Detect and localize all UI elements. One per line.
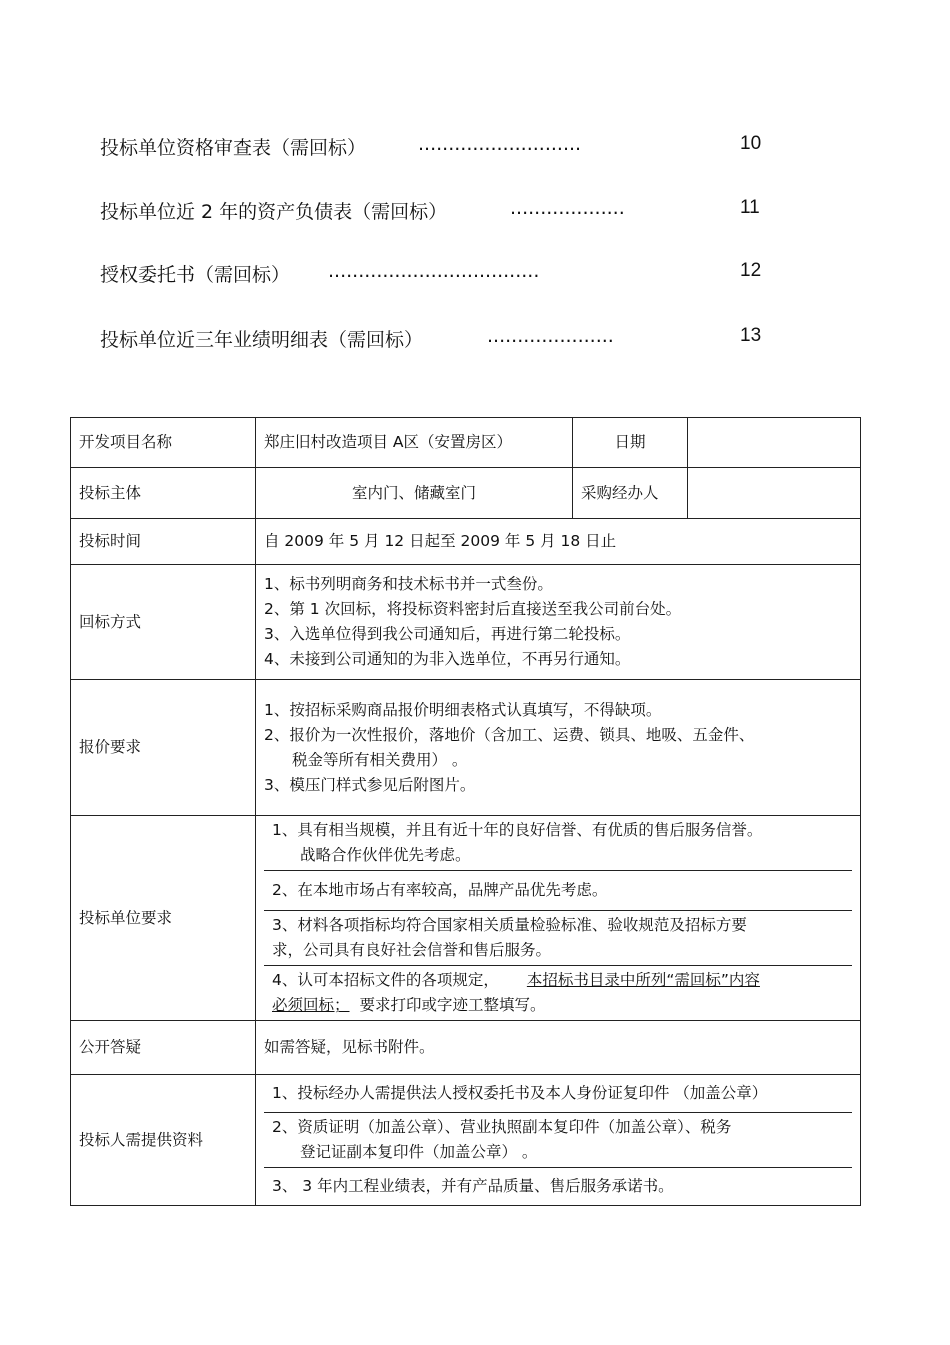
toc-entry-title: 授权委托书（需回标） <box>100 264 291 286</box>
toc-entry-title: 投标单位近三年业绩明细表（需回标） <box>100 329 424 351</box>
document-line: 3、 3 年内工程业绩表，并有产品质量、售后服务承诺书。 <box>272 1177 674 1195</box>
return-method-item: 1、标书列明商务和技术标书并一式叁份。 <box>264 575 553 593</box>
toc-entry-leader: ................... <box>510 197 625 219</box>
toc-entry <box>0 133 950 163</box>
buyer-label: 采购经办人 <box>573 468 688 519</box>
toc-entry-title: 投标单位资格审查表（需回标） <box>100 137 367 159</box>
date-label: 日期 <box>573 418 688 468</box>
buyer-value <box>688 468 861 519</box>
table-row <box>71 565 861 680</box>
bid-subject-label: 投标主体 <box>71 468 256 519</box>
toc-entry <box>0 325 950 355</box>
bidder-requirement-item <box>264 816 852 871</box>
return-method-item: 2、第 1 次回标，将投标资料密封后直接送至我公司前台处。 <box>264 600 682 618</box>
bidder-requirements-value <box>256 816 861 1021</box>
bidder-requirements-label: 投标单位要求 <box>71 816 256 1021</box>
toc-entry-title: 投标单位近 2 年的资产负债表（需回标） <box>100 201 448 223</box>
bid-time-value: 自 2009 年 5 月 12 日起至 2009 年 5 月 18 日止 <box>256 519 861 565</box>
return-method-label: 回标方式 <box>71 565 256 680</box>
quote-requirements-value <box>256 680 861 816</box>
document-line: 登记证副本复印件（加盖公章） 。 <box>300 1143 538 1161</box>
requirement-line: 3、材料各项指标均符合国家相关质量检验标准、验收规范及招标方要 <box>272 916 747 934</box>
toc-entry-leader: ..................... <box>487 325 614 347</box>
toc-entry-page: 13 <box>740 325 762 346</box>
table-row <box>71 680 861 816</box>
table-row <box>71 468 861 519</box>
date-value <box>688 418 861 468</box>
requirement-line: 4、认可本招标文件的各项规定， 本招标书目录中所列“需回标”内容 <box>272 971 760 989</box>
requirement-line: 必须回标； 要求打印或字迹工整填写。 <box>272 996 546 1014</box>
return-method-item: 3、入选单位得到我公司通知后，再进行第二轮投标。 <box>264 625 631 643</box>
toc-entry-leader: ........................... <box>418 133 582 155</box>
bidder-requirement-item <box>264 911 852 966</box>
required-documents-label: 投标人需提供资料 <box>71 1075 256 1206</box>
bid-subject-value: 室内门、储藏室门 <box>256 468 573 519</box>
toc-entry <box>0 197 950 227</box>
toc-entry-page: 12 <box>740 260 762 281</box>
requirement-line: 战略合作伙伴优先考虑。 <box>300 846 471 864</box>
table-row <box>71 418 861 468</box>
requirement-line: 1、具有相当规模，并且有近十年的良好信誉、有优质的售后服务信誉。 <box>272 821 763 839</box>
quote-item-continued: 税金等所有相关费用） 。 <box>292 750 468 769</box>
required-documents-value <box>256 1075 861 1206</box>
table-row <box>71 1021 861 1075</box>
toc-entry-leader: ................................... <box>328 260 540 282</box>
bidder-requirement-item <box>264 871 852 911</box>
document-line: 2、资质证明（加盖公章）、营业执照副本复印件（加盖公章）、税务 <box>272 1118 732 1136</box>
public-qa-value: 如需答疑，见标书附件。 <box>256 1021 861 1075</box>
toc-entry-page: 11 <box>740 197 760 218</box>
quote-item: 1、按招标采购商品报价明细表格式认真填写，不得缺项。 <box>264 700 662 719</box>
tender-info-table <box>70 417 861 1206</box>
return-method-item: 4、未接到公司通知的为非入选单位，不再另行通知。 <box>264 650 631 668</box>
quote-item: 2、报价为一次性报价，落地价（含加工、运费、锁具、地吸、五金件、 <box>264 725 755 744</box>
project-name-value: 郑庄旧村改造项目 A区（安置房区） <box>256 418 573 468</box>
toc-entry <box>0 260 950 290</box>
requirement-line: 2、在本地市场占有率较高，品牌产品优先考虑。 <box>272 881 608 899</box>
document-item <box>264 1075 852 1113</box>
quote-requirements-label: 报价要求 <box>71 680 256 816</box>
document-item <box>264 1168 852 1205</box>
public-qa-label: 公开答疑 <box>71 1021 256 1075</box>
underlined-notice: 本招标书目录中所列“需回标”内容 <box>526 971 760 989</box>
document-item <box>264 1113 852 1168</box>
table-row <box>71 816 861 1021</box>
toc-entry-page: 10 <box>740 133 762 154</box>
bidder-requirement-item <box>264 966 852 1020</box>
return-method-value <box>256 565 861 680</box>
bid-time-label: 投标时间 <box>71 519 256 565</box>
table-row <box>71 519 861 565</box>
table-row <box>71 1075 861 1206</box>
document-line: 1、投标经办人需提供法人授权委托书及本人身份证复印件 （加盖公章） <box>272 1084 768 1102</box>
underlined-notice: 必须回标； <box>272 996 350 1014</box>
project-name-label: 开发项目名称 <box>71 418 256 468</box>
quote-item: 3、模压门样式参见后附图片。 <box>264 775 476 794</box>
requirement-line: 求，公司具有良好社会信誉和售后服务。 <box>272 941 552 959</box>
